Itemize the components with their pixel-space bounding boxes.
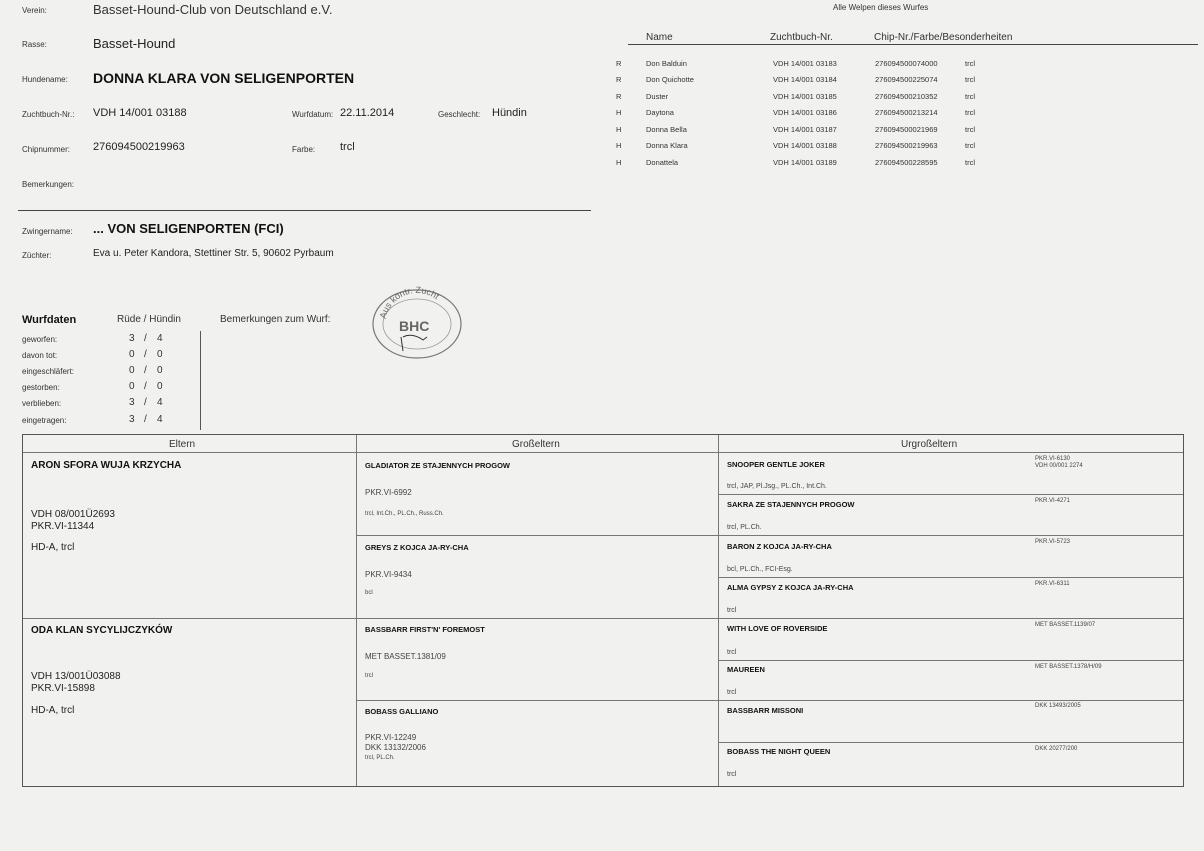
sire-reg2: PKR.VI-11344 bbox=[31, 521, 95, 532]
litter-col-chip: Chip-Nr./Farbe/Besonderheiten bbox=[874, 32, 1013, 43]
pedigree-header-grosseltern: Großeltern bbox=[512, 439, 560, 450]
section-divider bbox=[18, 210, 591, 211]
sire-reg: VDH 08/001Ü2693 bbox=[31, 509, 115, 520]
litter-header-line bbox=[628, 44, 1198, 45]
zwinger-label: Zwingername: bbox=[22, 227, 73, 236]
grandparent-name: BASSBARR FIRST'N' FOREMOST bbox=[365, 625, 485, 634]
pedigree-header-urgrosseltern: Urgroßeltern bbox=[901, 439, 958, 450]
wurfdaten-bemerkungen: Bemerkungen zum Wurf: bbox=[220, 314, 331, 325]
litter-chip: 276094500074000 bbox=[875, 58, 938, 68]
great-grandparent-reg: MET BASSET.1378/H/09 bbox=[1035, 664, 1102, 670]
litter-color: trcl bbox=[965, 91, 975, 101]
litter-sex: H bbox=[616, 124, 622, 134]
wurfdaten-sep: / bbox=[144, 365, 147, 376]
litter-zuchtbuch: VDH 14/001 03183 bbox=[773, 58, 837, 68]
great-grandparent-info: trcl bbox=[727, 771, 737, 778]
wurfdaten-rueden: 3 bbox=[129, 397, 135, 408]
wurfdaten-label: verblieben: bbox=[22, 399, 62, 408]
verein-value: Basset-Hound-Club von Deutschland e.V. bbox=[93, 2, 333, 17]
wurfdaten-huendinnen: 0 bbox=[157, 349, 163, 360]
wurfdaten-label: eingetragen: bbox=[22, 416, 67, 425]
litter-name: Duster bbox=[646, 91, 669, 101]
great-grandparent-reg: PKR.VI-6130 bbox=[1035, 456, 1071, 462]
litter-table bbox=[616, 55, 975, 171]
grandparent-info: trcl bbox=[365, 673, 373, 679]
table-row bbox=[616, 72, 975, 89]
litter-sex: R bbox=[616, 75, 622, 85]
verein-label: Verein: bbox=[22, 6, 47, 15]
grandparent-name: GREYS Z KOJCA JA-RY-CHA bbox=[365, 543, 469, 552]
litter-color: trcl bbox=[965, 108, 975, 118]
chip-label: Chipnummer: bbox=[22, 145, 71, 154]
table-row bbox=[616, 105, 975, 122]
great-grandparent-reg: DKK 13493/2005 bbox=[1035, 703, 1081, 709]
litter-name: Don Balduin bbox=[646, 58, 687, 68]
wurfdaten-sep: / bbox=[144, 397, 147, 408]
wurfdaten-col: Rüde / Hündin bbox=[117, 314, 181, 325]
hundename-value: DONNA KLARA VON SELIGENPORTEN bbox=[93, 70, 355, 86]
dam-info: HD-A, trcl bbox=[31, 705, 75, 716]
litter-color: trcl bbox=[965, 75, 975, 85]
grandparent-reg: MET BASSET.1381/09 bbox=[365, 652, 446, 661]
wurfdaten-rueden: 3 bbox=[129, 333, 135, 344]
wurfdaten-label: eingeschläfert: bbox=[22, 367, 75, 376]
great-grandparent-info: trcl bbox=[727, 689, 737, 696]
great-grandparent-name: BASSBARR MISSONI bbox=[727, 706, 804, 715]
litter-color: trcl bbox=[965, 141, 975, 151]
wurfdaten-label: geworfen: bbox=[22, 335, 58, 344]
table-row bbox=[616, 55, 975, 72]
wurfdaten-sep: / bbox=[144, 414, 147, 425]
stamp-bhc-text: BHC bbox=[399, 318, 430, 334]
great-grandparent-info: trcl, JAP, Pl.Jsg., PL.Ch., Int.Ch. bbox=[727, 483, 827, 490]
sire-name: ARON SFORA WUJA KRZYCHA bbox=[31, 460, 182, 471]
litter-zuchtbuch: VDH 14/001 03184 bbox=[773, 75, 837, 85]
chip-value: 276094500219963 bbox=[93, 141, 185, 153]
litter-chip: 276094500213214 bbox=[875, 108, 938, 118]
litter-sex: R bbox=[616, 91, 622, 101]
dam-reg: VDH 13/001Ü03088 bbox=[31, 671, 121, 682]
hundename-label: Hundename: bbox=[22, 75, 68, 84]
great-grandparent-name: BARON Z KOJCA JA-RY-CHA bbox=[727, 542, 832, 551]
wurfdaten-title: Wurfdaten bbox=[22, 314, 77, 326]
litter-color: trcl bbox=[965, 124, 975, 134]
wurfdaten-huendinnen: 4 bbox=[157, 397, 163, 408]
wurfdaten-sep: / bbox=[144, 349, 147, 360]
litter-chip: 276094500228595 bbox=[875, 157, 938, 167]
great-grandparent-reg: MET BASSET.1139/07 bbox=[1035, 622, 1096, 628]
great-grandparent-name: SAKRA ZE STAJENNYCH PROGOW bbox=[727, 500, 855, 509]
bemerkungen-label: Bemerkungen: bbox=[22, 180, 75, 189]
litter-col-zuchtbuch: Zuchtbuch-Nr. bbox=[770, 32, 833, 43]
grandparent-reg: PKR.VI-12249 bbox=[365, 733, 417, 742]
zuechter-label: Züchter: bbox=[22, 251, 52, 260]
litter-sex: H bbox=[616, 108, 622, 118]
litter-chip: 276094500219963 bbox=[875, 141, 938, 151]
table-row bbox=[616, 154, 975, 171]
great-grandparent-info: bcl, PL.Ch., FCI-Esg. bbox=[727, 566, 793, 573]
litter-zuchtbuch: VDH 14/001 03188 bbox=[773, 141, 837, 151]
litter-chip: 276094500210352 bbox=[875, 91, 938, 101]
wurfdatum-label: Wurfdatum: bbox=[292, 110, 334, 119]
grandparent-name: BOBASS GALLIANO bbox=[365, 707, 439, 716]
wurfdaten-rueden: 0 bbox=[129, 349, 135, 360]
grandparent-info: trcl, Int.Ch., PL.Ch., Russ.Ch. bbox=[365, 511, 444, 517]
grandparent-reg: PKR.VI-6992 bbox=[365, 488, 412, 497]
geschlecht-value: Hündin bbox=[492, 107, 527, 119]
table-row bbox=[616, 121, 975, 138]
litter-color: trcl bbox=[965, 157, 975, 167]
wurfdaten-rueden: 3 bbox=[129, 414, 135, 425]
litter-sex: H bbox=[616, 157, 622, 167]
grandparent-info: trcl, PL.Ch. bbox=[365, 755, 395, 761]
table-row bbox=[616, 88, 975, 105]
litter-zuchtbuch: VDH 14/001 03189 bbox=[773, 157, 837, 167]
litter-name: Donna Bella bbox=[646, 124, 687, 134]
wurfdaten-rueden: 0 bbox=[129, 365, 135, 376]
wurfdaten-sep: / bbox=[144, 381, 147, 392]
zuchtbuch-value: VDH 14/001 03188 bbox=[93, 107, 187, 119]
litter-col-name: Name bbox=[646, 32, 673, 43]
sire-info: HD-A, trcl bbox=[31, 542, 75, 553]
wurfdaten-huendinnen: 0 bbox=[157, 381, 163, 392]
wurfdaten-label: davon tot: bbox=[22, 351, 58, 360]
pedigree-table bbox=[22, 434, 1184, 787]
wurfdaten-huendinnen: 0 bbox=[157, 365, 163, 376]
rasse-value: Basset-Hound bbox=[93, 36, 176, 51]
pedigree-header-eltern: Eltern bbox=[169, 439, 196, 450]
wurfdaten-huendinnen: 4 bbox=[157, 414, 163, 425]
farbe-value: trcl bbox=[340, 141, 355, 153]
table-row bbox=[616, 138, 975, 155]
great-grandparent-name: MAUREEN bbox=[727, 665, 765, 674]
litter-sex: R bbox=[616, 58, 622, 68]
grandparent-name: GLADIATOR ZE STAJENNYCH PROGOW bbox=[365, 461, 511, 470]
great-grandparent-reg: PKR.VI-5723 bbox=[1035, 539, 1071, 545]
litter-zuchtbuch: VDH 14/001 03185 bbox=[773, 91, 837, 101]
litter-zuchtbuch: VDH 14/001 03187 bbox=[773, 124, 837, 134]
litter-chip: 276094500225074 bbox=[875, 75, 938, 85]
rasse-label: Rasse: bbox=[22, 40, 47, 49]
litter-name: Daytona bbox=[646, 108, 674, 118]
stamp-top-text: Aus kontr. Zucht bbox=[377, 285, 442, 320]
great-grandparent-info: trcl bbox=[727, 649, 737, 656]
zwinger-value: ... VON SELIGENPORTEN (FCI) bbox=[93, 221, 284, 236]
great-grandparent-name: SNOOPER GENTLE JOKER bbox=[727, 460, 825, 469]
wurfdaten-sep: / bbox=[144, 333, 147, 344]
litter-name: Donna Klara bbox=[646, 141, 688, 151]
litter-title: Alle Welpen dieses Wurfes bbox=[833, 3, 929, 12]
zuechter-value: Eva u. Peter Kandora, Stettiner Str. 5, 90602 Pyrbaum bbox=[93, 248, 334, 259]
wurfdatum-value: 22.11.2014 bbox=[340, 107, 395, 119]
great-grandparent-name: ALMA GYPSY Z KOJCA JA-RY-CHA bbox=[727, 583, 854, 592]
geschlecht-label: Geschlecht: bbox=[438, 110, 481, 119]
great-grandparent-info: trcl bbox=[727, 607, 737, 614]
litter-zuchtbuch: VDH 14/001 03186 bbox=[773, 108, 837, 118]
litter-name: Don Quichotte bbox=[646, 75, 694, 85]
grandparent-info: bcl bbox=[365, 590, 373, 596]
wurfdaten-label: gestorben: bbox=[22, 383, 60, 392]
breeding-stamp bbox=[371, 285, 463, 359]
litter-name: Donattela bbox=[646, 157, 679, 167]
wurfdaten-rueden: 0 bbox=[129, 381, 135, 392]
great-grandparent-reg: PKR.VI-4271 bbox=[1035, 498, 1071, 504]
great-grandparent-info: trcl, PL.Ch. bbox=[727, 524, 762, 531]
grandparent-reg2: DKK 13132/2006 bbox=[365, 743, 426, 752]
great-grandparent-reg2: VDH 00/001 2274 bbox=[1035, 463, 1083, 469]
litter-color: trcl bbox=[965, 58, 975, 68]
dam-reg2: PKR.VI-15898 bbox=[31, 683, 95, 694]
wurfdaten-divider bbox=[200, 331, 201, 430]
wurfdaten-huendinnen: 4 bbox=[157, 333, 163, 344]
great-grandparent-reg: DKK 20277/200 bbox=[1035, 746, 1078, 752]
great-grandparent-reg: PKR.VI-6311 bbox=[1035, 581, 1070, 587]
grandparent-reg: PKR.VI-9434 bbox=[365, 570, 412, 579]
farbe-label: Farbe: bbox=[292, 145, 316, 154]
zuchtbuch-label: Zuchtbuch-Nr.: bbox=[22, 110, 75, 119]
great-grandparent-name: WITH LOVE OF ROVERSIDE bbox=[727, 624, 828, 633]
litter-sex: H bbox=[616, 141, 622, 151]
litter-chip: 276094500021969 bbox=[875, 124, 938, 134]
great-grandparent-name: BOBASS THE NIGHT QUEEN bbox=[727, 747, 831, 756]
dam-name: ODA KLAN SYCYLIJCZYKÓW bbox=[31, 625, 173, 636]
